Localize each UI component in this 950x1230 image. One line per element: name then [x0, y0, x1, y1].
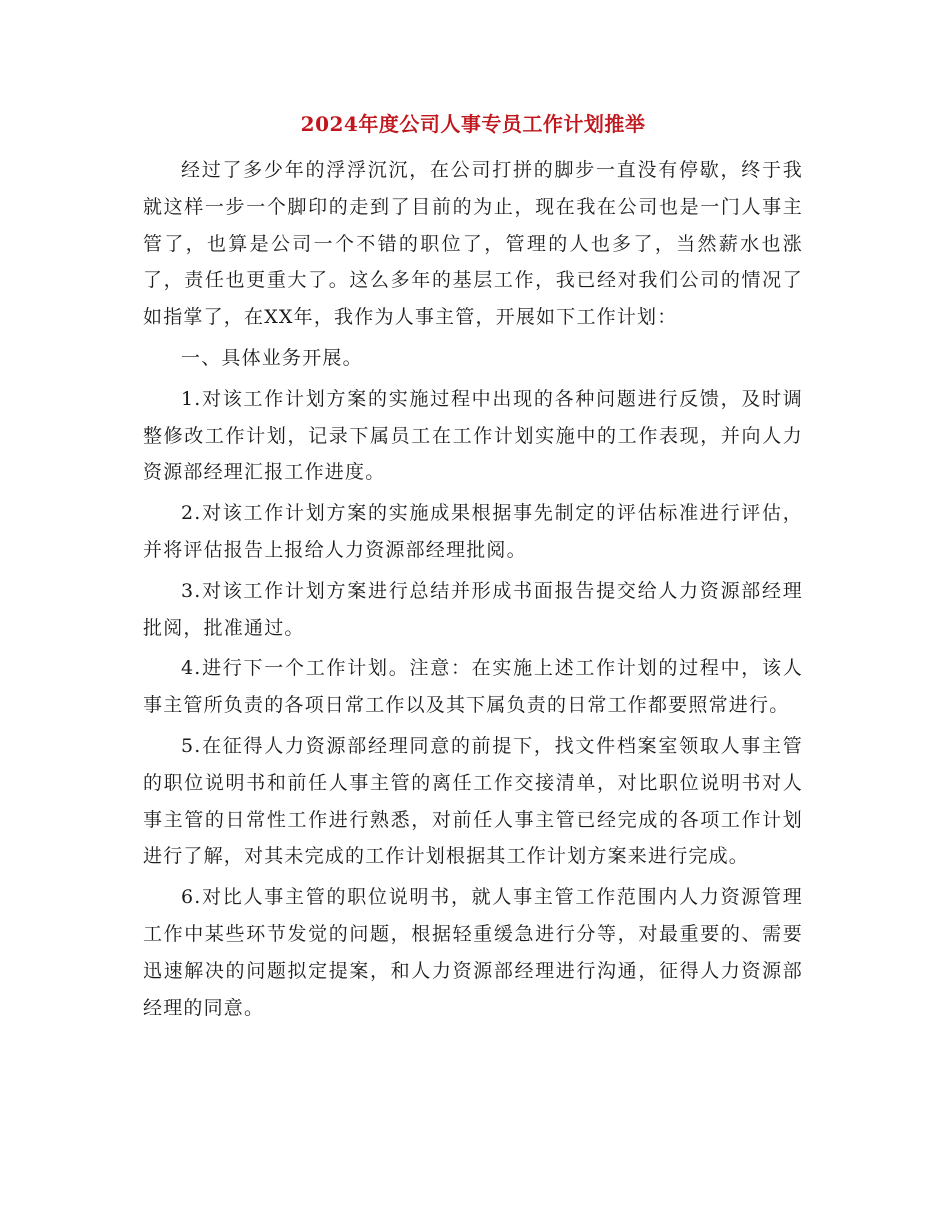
- document-page: [143, 110, 803, 1026]
- paragraph-item-3: 3.对该工作计划方案进行总结并形成书面报告提交给人力资源部经理批阅，批准通过。: [143, 579, 803, 639]
- paragraph-item-5: 5.在征得人力资源部经理同意的前提下，找文件档案室领取人事主管的职位说明书和前任人事主管的离任工作交接清单，对比职位说明书对人事主管的日常性工作进行熟悉，对前任人事主管已经完成的各项工作计划进行了解，对其未完成的工作计划根据其工作计划方案来进行完成。: [143, 734, 803, 868]
- section-heading: 一、具体业务开展。: [181, 346, 363, 369]
- paragraph-item-1: 1.对该工作计划方案的实施过程中出现的各种问题进行反馈，及时调整修改工作计划，记录下属员工在工作计划实施中的工作表现，并向人力资源部经理汇报工作进度。: [143, 387, 803, 484]
- paragraph-item-6: 6.对比人事主管的职位说明书，就人事主管工作范围内人力资源管理工作中某些环节发觉的问题，根据轻重缓急进行分等，对最重要的、需要迅速解决的问题拟定提案，和人力资源部经理进行沟通，征得人力资源部经理的同意。: [143, 886, 803, 1019]
- document-title: 2024年度公司人事专员工作计划推举: [300, 112, 646, 136]
- paragraph-item-2: 2.对该工作计划方案的实施成果根据事先制定的评估标准进行评估，并将评估报告上报给人力资源部经理批阅。: [143, 502, 803, 561]
- paragraph-intro: 经过了多少年的浮浮沉沉，在公司打拼的脚步一直没有停歇，终于我就这样一步一个脚印的走到了目前的为止，现在我在公司也是一门人事主管了，也算是公司一个不错的职位了，管理的人也多了，当然薪水也涨了，责任也更重大了。这么多年的基层工作，我已经对我们公司的情况了如指掌了，在XX年，我作为人事主管，开展如下工作计划：: [143, 159, 803, 329]
- paragraph-item-4: 4.进行下一个工作计划。注意：在实施上述工作计划的过程中，该人事主管所负责的各项日常工作以及其下属负责的日常工作都要照常进行。: [143, 657, 803, 717]
